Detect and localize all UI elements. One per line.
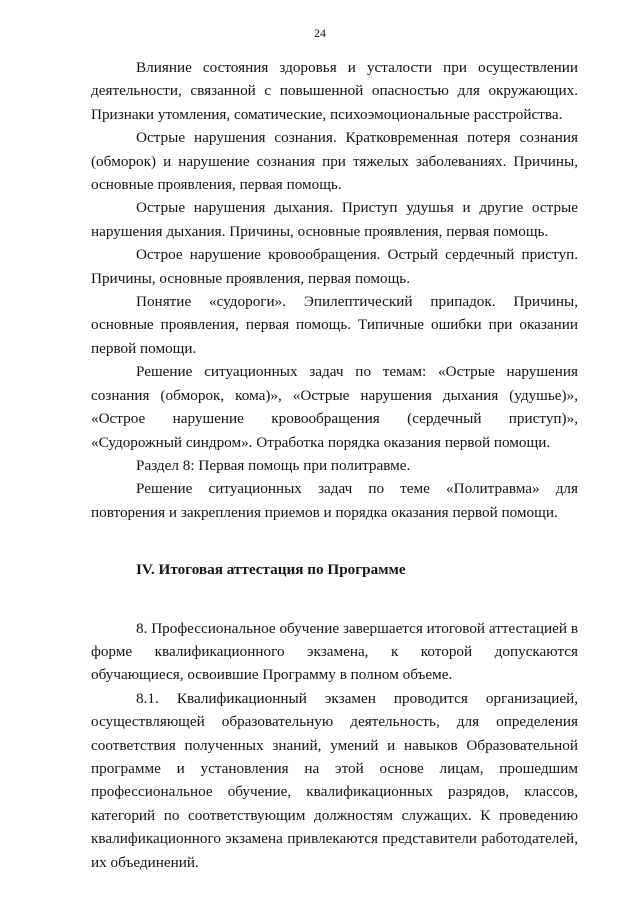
page-number: 24 [314, 26, 326, 40]
section-heading: IV. Итоговая аттестация по Программе [136, 561, 406, 579]
paragraph-breathing: Острые нарушения дыхания. Приступ удушья и другие острые нарушения дыхания. Причины, основные проявления, первая помощь. [91, 199, 578, 240]
paragraph-qualification-exam: 8.1. Квалификационный экзамен проводится организацией, осуществляющей образовательную деятельность, для определения соответствия полученных знаний, умений и навыков Образовательной программе и установления на этой основе лицам, прошедшим профессиональное обучение, квалификационных разрядов, классов, категорий по соответствующим должностям служащих. К проведению квалификационного экзамена привлекаются представители работодателей, их объединений. [91, 689, 578, 871]
paragraph-final-exam: 8. Профессиональное обучение завершается итоговой аттестацией в форме квалификационного экзамена, к которой допускаются обучающиеся, освоившие Программу в полном объеме. [91, 619, 578, 684]
paragraph-situational-tasks: Решение ситуационных задач по темам: «Острые нарушения сознания (обморок, кома)», «Острые нарушения дыхания (удушье)», «Острое нарушение кровообращения (сердечный приступ)», «Судорожный синдром». Отработка порядка оказания первой помощи. [91, 363, 578, 451]
document-body [91, 56, 578, 874]
paragraph-health-fatigue: Влияние состояния здоровья и усталости при осуществлении деятельности, связанной с повышенной опасностью для окружающих. Признаки утомления, соматические, психоэмоциональные расстройства. [91, 59, 578, 123]
paragraph-polytrauma-tasks: Решение ситуационных задач по теме «Политравма» для повторения и закрепления приемов и порядка оказания первой помощи. [91, 480, 578, 521]
paragraph-section-8: Раздел 8: Первая помощь при политравме. [136, 456, 411, 474]
paragraph-consciousness: Острые нарушения сознания. Кратковременная потеря сознания (обморок) и нарушение сознания при тяжелых заболеваниях. Причины, основные проявления, первая помощь. [91, 129, 578, 194]
paragraph-circulation: Острое нарушение кровообращения. Острый сердечный приступ. Причины, основные проявления, первая помощь. [91, 246, 578, 287]
paragraph-seizures: Понятие «судороги». Эпилептический припадок. Причины, основные проявления, первая помощь. Типичные ошибки при оказании первой помощи. [91, 293, 578, 357]
